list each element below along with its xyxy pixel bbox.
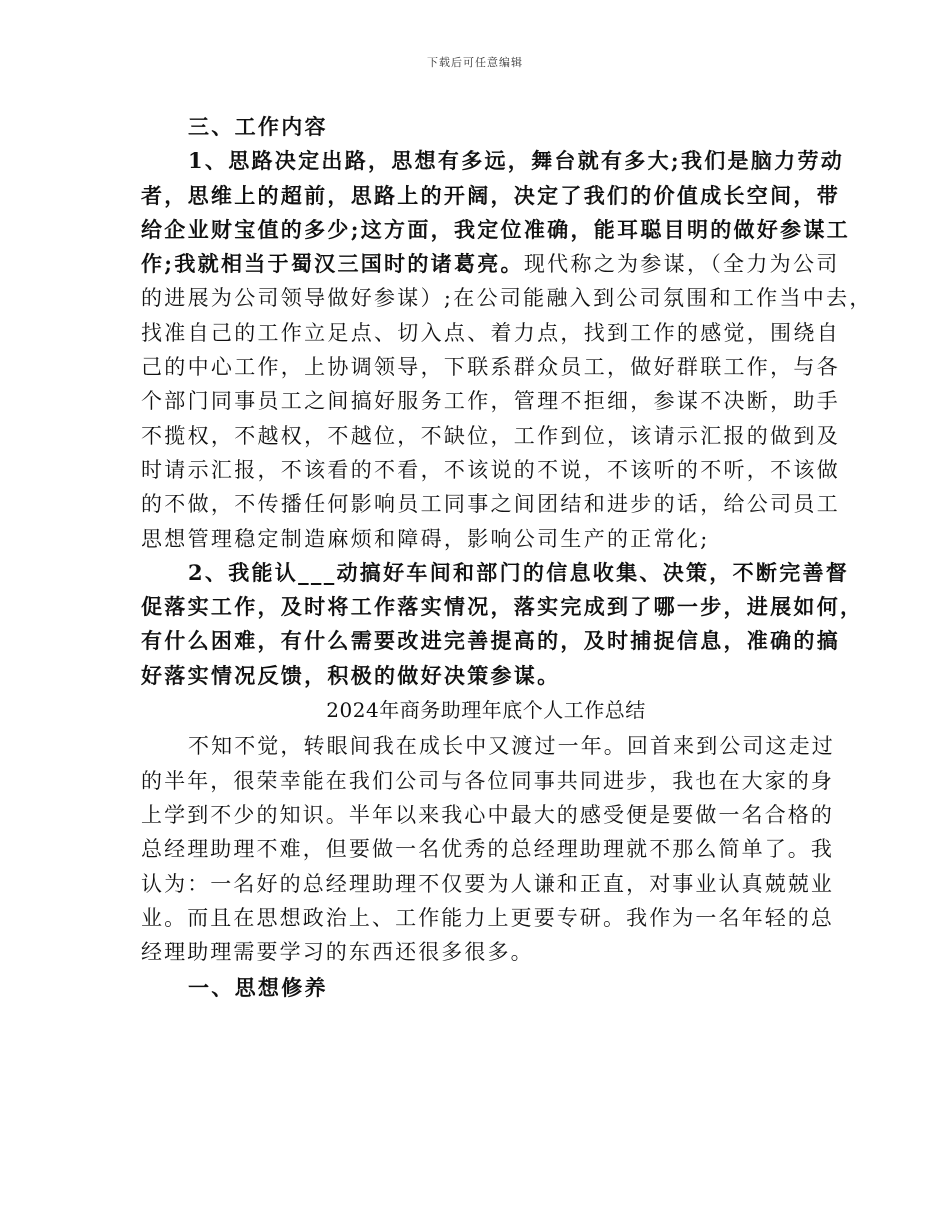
page-header-note: 下载后可任意编辑 (427, 56, 523, 69)
item1-line-3: 给企业财宝值的多少;这方面，我定位准确，能耳聪目明的做好参谋工 (141, 216, 851, 242)
item1-line-7: 己的中心工作，上协调领导，下联系群众员工，做好群联工作，与各 (141, 355, 840, 380)
document-body (141, 110, 873, 1006)
section-heading-work-content: 三、工作内容 (188, 114, 328, 139)
item1-line-12: 思想管理稳定制造麻烦和障碍，影响公司生产的正常化; (141, 526, 710, 551)
summary-line-5: 认为：一名好的总经理助理不仅要为人谦和正直，对事业认真兢兢业 (141, 871, 834, 896)
item1-line-10: 时请示汇报，不该看的不看，不该说的不说，不该听的不听，不该做 (141, 457, 840, 482)
summary-line-4: 总经理助理不难，但要做一名优秀的总经理助理就不那么简单了。我 (141, 837, 834, 862)
item1-line-4-bold: 作;我就相当于蜀汉三国时的诸葛亮。 (141, 251, 524, 277)
item1-line-2: 者，思维上的超前，思路上的开阔，决定了我们的价值成长空间，带 (141, 182, 840, 208)
summary-paragraph (141, 729, 835, 969)
item1-line-5: 的进展为公司领导做好参谋）;在公司能融入到公司氛围和工作当中去， (141, 286, 873, 311)
item1-line-11: 的不做，不传播任何影响员工同事之间团结和进步的话，给公司员工 (141, 492, 840, 517)
item2-line-1: 2、我能认___动搞好车间和部门的信息收集、决策，不断完善督 (188, 559, 850, 585)
summary-line-1: 不知不觉，转眼间我在成长中又渡过一年。回首来到公司这走过 (188, 734, 835, 759)
item2-line-3: 有什么困难，有什么需要改进完善提高的，及时捕捉信息，准确的搞 (141, 628, 840, 654)
item2-line-4: 好落实情况反馈，积极的做好决策参谋。 (141, 662, 561, 688)
item1-line-9: 不揽权，不越权，不越位，不缺位，工作到位，该请示汇报的做到及 (141, 423, 840, 448)
summary-line-6: 业。而且在思想政治上、工作能力上更要专研。我作为一名年轻的总 (141, 905, 834, 930)
subheading-thought-cultivation: 一、思想修养 (188, 975, 328, 1001)
summary-line-3: 上学到不少的知识。半年以来我心中最大的感受便是要做一名合格的 (141, 802, 834, 827)
item1-line-6: 找准自己的工作立足点、切入点、着力点，找到工作的感觉，围绕自 (141, 320, 840, 345)
item2-line-2: 促落实工作，及时将工作落实情况，落实完成到了哪一步，进展如何， (141, 594, 864, 620)
item1-line-4-normal: 现代称之为参谋，（全力为公司 (523, 252, 840, 277)
item1-line-1: 1、思路决定出路，思想有多远，舞台就有多大;我们是脑力劳动 (188, 148, 845, 174)
item1-line-4 (141, 247, 840, 281)
summary-line-7: 经理助理需要学习的东西还很多很多。 (141, 940, 534, 965)
item1-line-8: 个部门同事员工之间搞好服务工作，管理不拒细，参谋不决断，助手 (141, 389, 840, 414)
summary-title: 2024年商务助理年底个人工作总结 (326, 698, 646, 723)
summary-line-2: 的半年，很荣幸能在我们公司与各位同事共同进步，我也在大家的身 (141, 768, 834, 793)
